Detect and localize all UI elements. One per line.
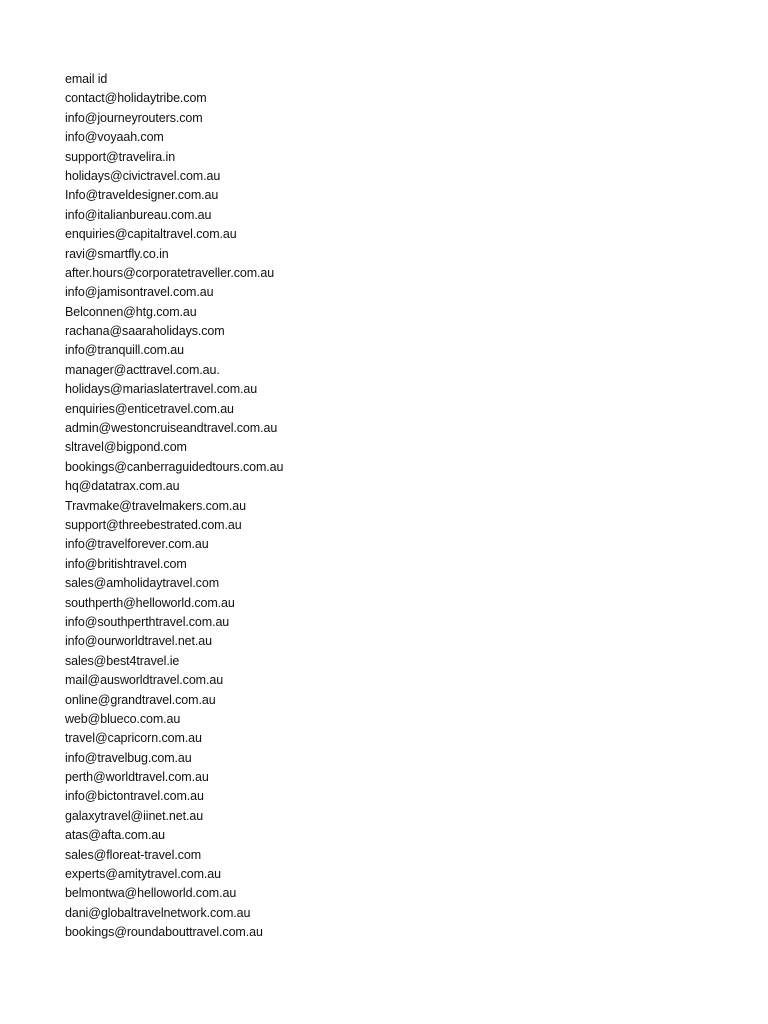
email-entry: sales@floreat-travel.com — [65, 847, 202, 862]
email-entry: manager@acttravel.com.au. — [65, 362, 220, 377]
email-entry: bookings@canberraguidedtours.com.au — [65, 459, 284, 474]
email-entry: info@travelforever.com.au — [65, 537, 209, 552]
email-entry: enquiries@capitaltravel.com.au — [65, 227, 237, 242]
email-entry: web@blueco.com.au — [65, 711, 181, 726]
email-entry: experts@amitytravel.com.au — [65, 867, 221, 882]
email-entry: sales@amholidaytravel.com — [65, 576, 220, 591]
email-entry: contact@holidaytribe.com — [65, 91, 207, 106]
email-entry: info@bictontravel.com.au — [65, 789, 204, 804]
email-entry: Travmake@travelmakers.com.au — [65, 498, 247, 513]
email-entry: support@threebestrated.com.au — [65, 517, 242, 532]
email-entry: info@travelbug.com.au — [65, 750, 192, 765]
email-entry: info@tranquill.com.au — [65, 343, 184, 358]
email-entry: info@britishtravel.com — [65, 556, 187, 571]
email-entry: info@italianbureau.com.au — [65, 207, 212, 222]
email-entry: Belconnen@htg.com.au — [65, 304, 197, 319]
email-entry: info@ourworldtravel.net.au — [65, 634, 212, 649]
email-entry: travel@capricorn.com.au — [65, 731, 202, 746]
email-entry: enquiries@enticetravel.com.au — [65, 401, 234, 416]
email-entry: perth@worldtravel.com.au — [65, 770, 209, 785]
email-entry: online@grandtravel.com.au — [65, 692, 216, 707]
email-entry: info@journeyrouters.com — [65, 110, 203, 125]
email-entry: bookings@roundabouttravel.com.au — [65, 925, 263, 940]
email-entry: rachana@saaraholidays.com — [65, 324, 225, 339]
email-entry: galaxytravel@iinet.net.au — [65, 808, 204, 823]
email-entry: info@voyaah.com — [65, 130, 164, 145]
column-header: email id — [65, 72, 108, 86]
email-entry: southperth@helloworld.com.au — [65, 595, 235, 610]
email-entry: mail@ausworldtravel.com.au — [65, 673, 224, 688]
email-entry: atas@afta.com.au — [65, 828, 166, 843]
email-entry: sales@best4travel.ie — [65, 653, 180, 668]
email-entry: hq@datatrax.com.au — [65, 479, 180, 494]
email-entry: ravi@smartfly.co.in — [65, 246, 169, 261]
email-entry: admin@westoncruiseandtravel.com.au — [65, 421, 278, 436]
email-entry: belmontwa@helloworld.com.au — [65, 886, 237, 901]
email-entry: info@southperthtravel.com.au — [65, 614, 230, 629]
email-entry: after.hours@corporatetraveller.com.au — [65, 265, 275, 280]
email-entry: sltravel@bigpond.com — [65, 440, 187, 455]
email-entry: dani@globaltravelnetwork.com.au — [65, 905, 251, 920]
email-entry: support@travelira.in — [65, 149, 176, 164]
email-entry: holidays@civictravel.com.au — [65, 168, 221, 183]
email-entry: holidays@mariaslatertravel.com.au — [65, 382, 258, 397]
email-entry: Info@traveldesigner.com.au — [65, 188, 219, 203]
email-entry: info@jamisontravel.com.au — [65, 285, 214, 300]
email-list — [65, 70, 283, 943]
